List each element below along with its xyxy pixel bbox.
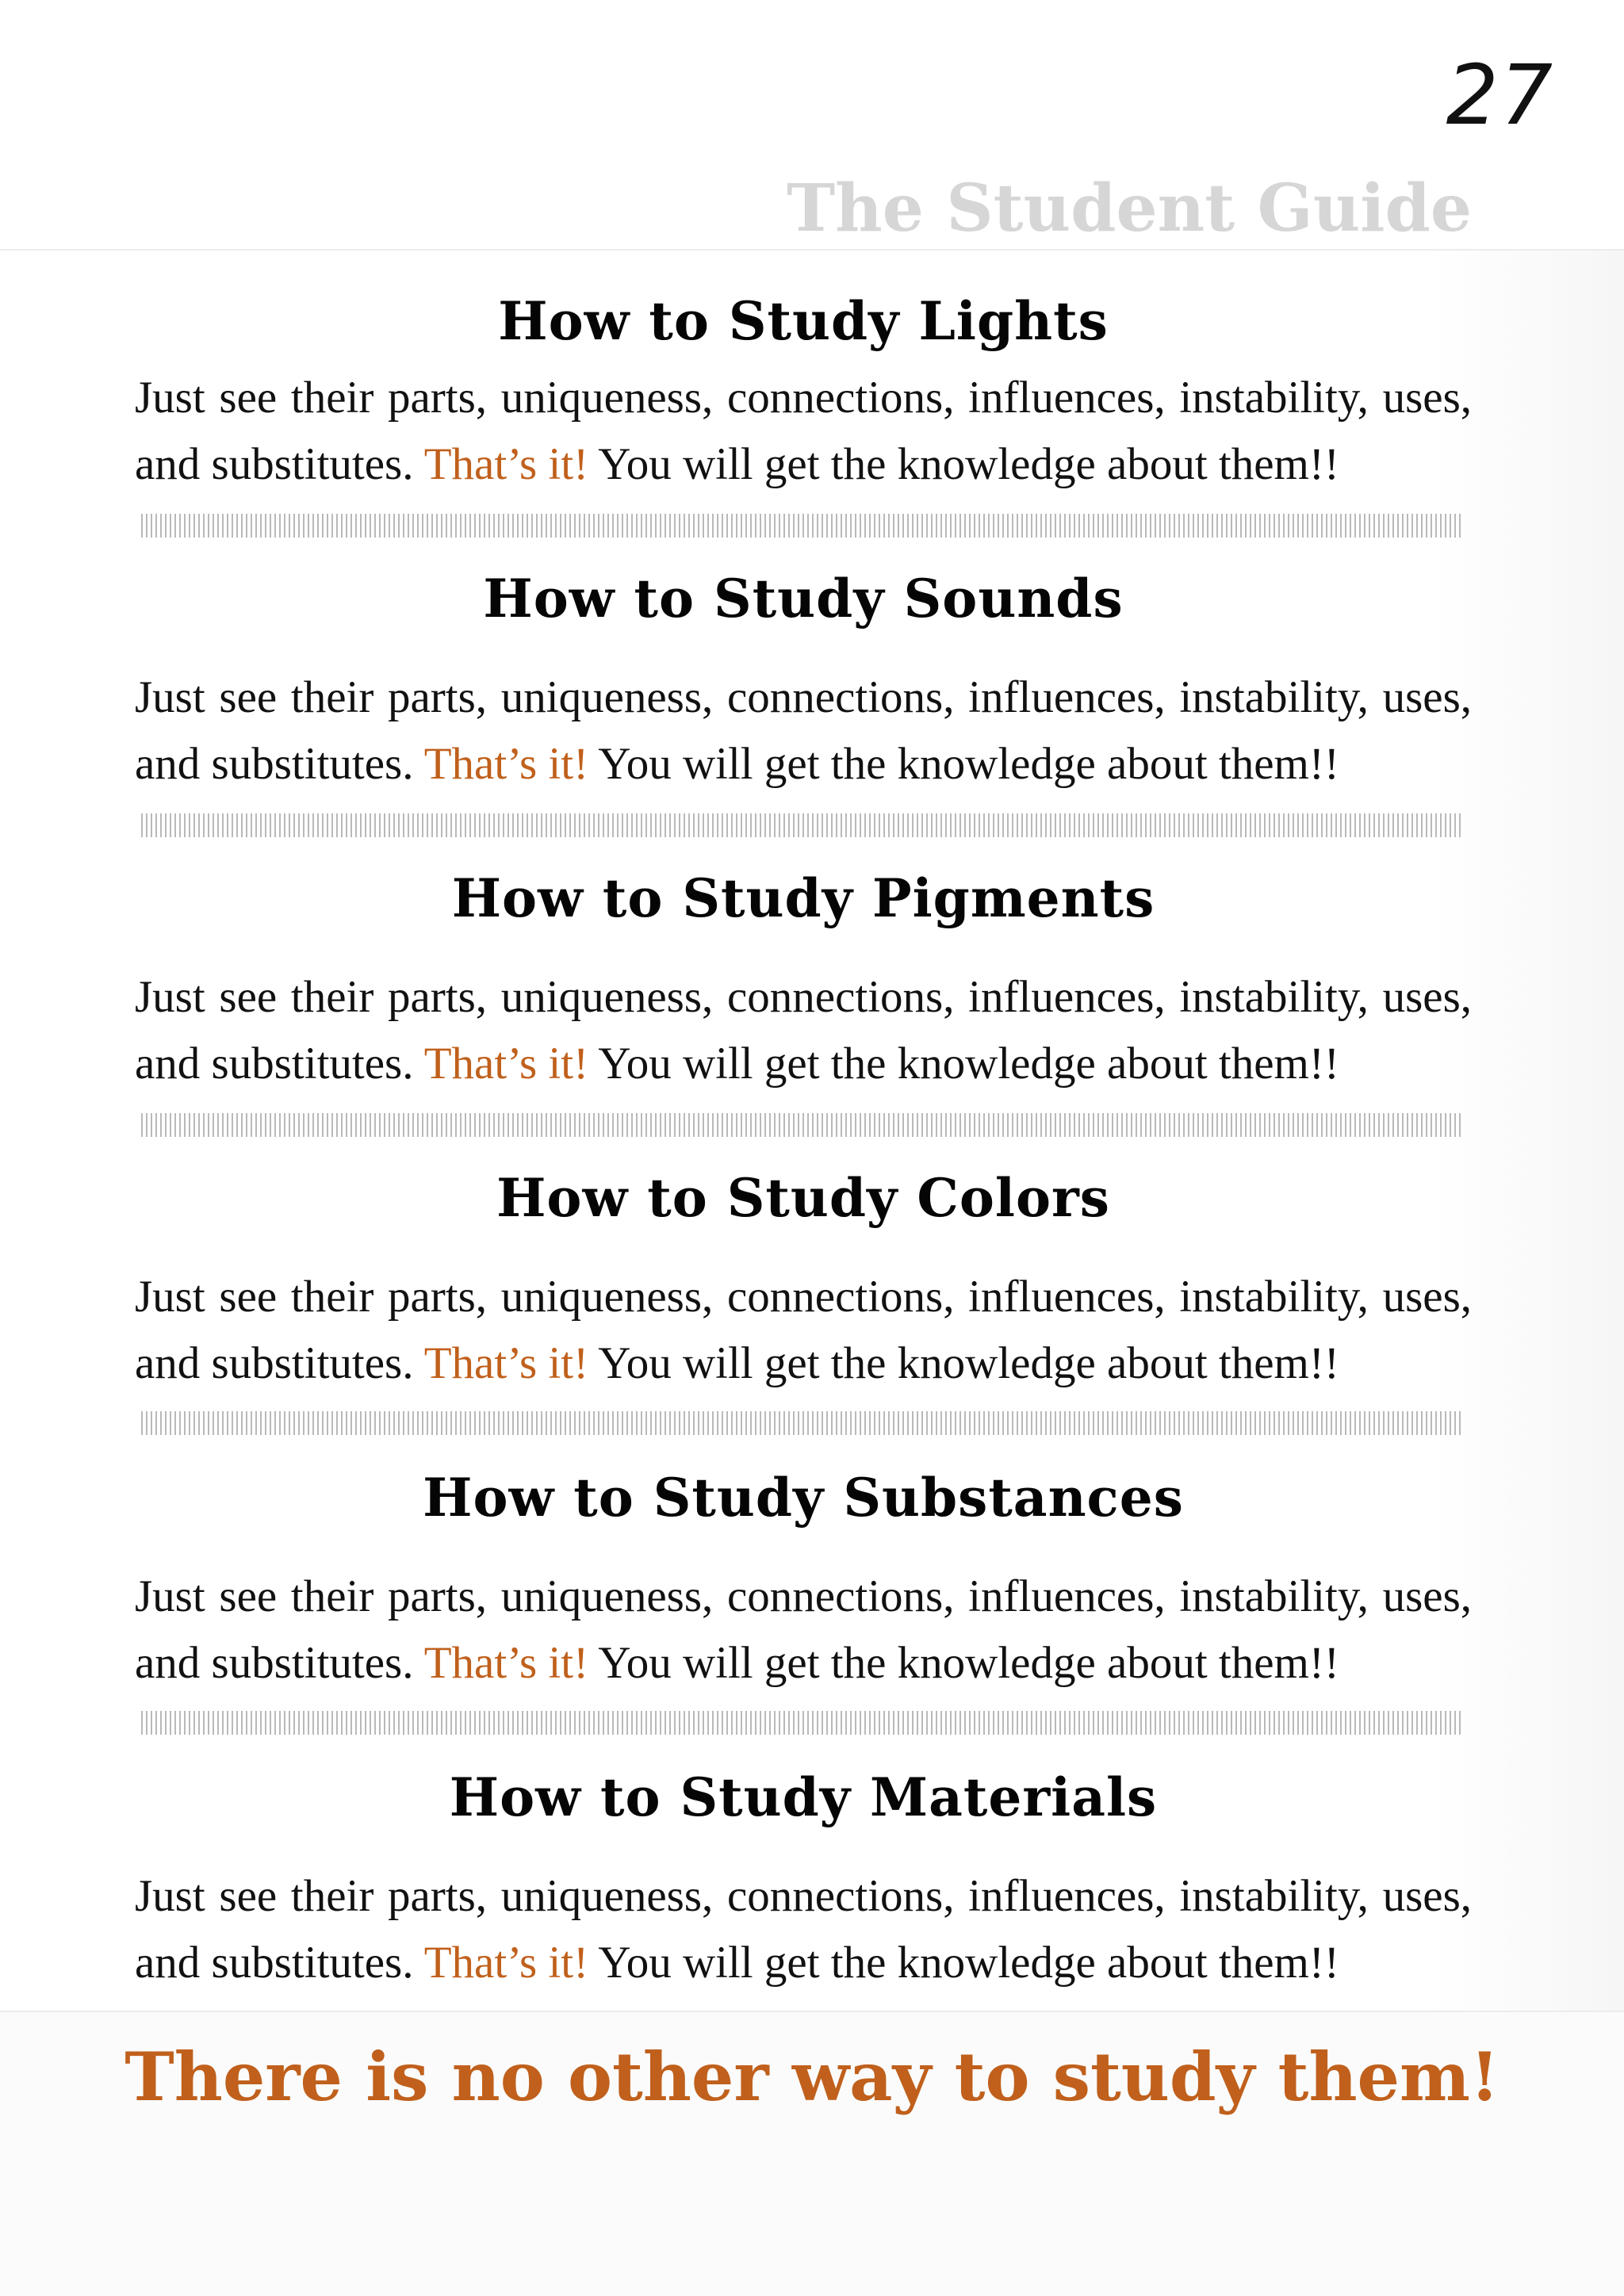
body-lead: Just see their parts, uniqueness, connections, influences, instability, uses, and substitutes. (135, 1571, 1472, 1688)
section-title: How to Study Lights (498, 290, 1109, 352)
section-title: How to Study Materials (449, 1766, 1158, 1828)
closing-statement: There is no other way to study them! (124, 2038, 1500, 2116)
section-substances (135, 1467, 1472, 1697)
highlight-text: That’s it! (423, 1938, 589, 1988)
section-divider (141, 813, 1464, 837)
body-lead: Just see their parts, uniqueness, connections, influences, instability, uses, and substitutes. (135, 1272, 1472, 1388)
page-number: 27 (1446, 47, 1554, 144)
body-tail: You will get the knowledge about them!! (598, 1638, 1339, 1688)
body-lead: Just see their parts, uniqueness, connections, influences, instability, uses, and substitutes. (135, 972, 1472, 1089)
highlight-text: That’s it! (423, 739, 589, 789)
section-title: How to Study Pigments (451, 867, 1155, 929)
highlight-text: That’s it! (423, 1338, 589, 1388)
section-colors (135, 1167, 1472, 1397)
section-divider (141, 1411, 1464, 1435)
running-title: The Student Guide (787, 170, 1472, 247)
section-title: How to Study Substances (423, 1467, 1184, 1529)
section-body (135, 664, 1472, 798)
section-divider (141, 1711, 1464, 1735)
body-lead: Just see their parts, uniqueness, connections, influences, instability, uses, and substitutes. (135, 672, 1472, 789)
highlight-text: That’s it! (423, 1039, 589, 1089)
body-tail: You will get the knowledge about them!! (598, 739, 1339, 789)
body-lead: Just see their parts, uniqueness, connections, influences, instability, uses, and substitutes. (135, 373, 1472, 489)
section-title: How to Study Sounds (483, 568, 1124, 629)
section-materials (135, 1766, 1472, 1996)
section-body (135, 1863, 1472, 1996)
section-divider (141, 1113, 1464, 1137)
section-lights (135, 290, 1472, 498)
section-title: How to Study Colors (496, 1167, 1110, 1229)
section-body (135, 1563, 1472, 1697)
highlight-text: That’s it! (423, 1638, 589, 1688)
section-body (135, 964, 1472, 1097)
section-sounds (135, 568, 1472, 798)
body-tail: You will get the knowledge about them!! (598, 1039, 1339, 1089)
section-divider (141, 514, 1464, 538)
body-tail: You will get the knowledge about them!! (598, 439, 1339, 489)
highlight-text: That’s it! (423, 439, 589, 489)
section-pigments (135, 867, 1472, 1097)
body-tail: You will get the knowledge about them!! (598, 1938, 1339, 1988)
section-body (135, 1264, 1472, 1397)
section-body (135, 365, 1472, 498)
body-tail: You will get the knowledge about them!! (598, 1338, 1339, 1388)
body-lead: Just see their parts, uniqueness, connections, influences, instability, uses, and substitutes. (135, 1871, 1472, 1988)
